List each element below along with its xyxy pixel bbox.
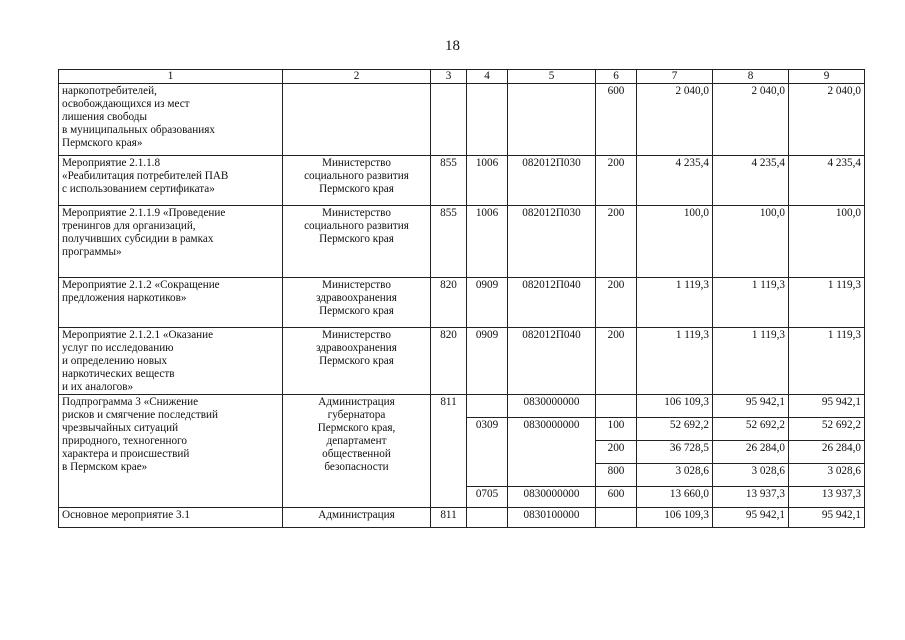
amount-col8: 100,0 — [713, 206, 789, 278]
amount-col9: 2 040,0 — [789, 84, 865, 156]
amount-col8: 13 937,3 — [713, 487, 789, 508]
header-cell: 2 — [283, 70, 431, 84]
grbs-code: 855 — [431, 156, 467, 206]
expense-type — [596, 395, 637, 418]
grbs-code: 811 — [431, 395, 467, 508]
expense-type: 200 — [596, 156, 637, 206]
expense-type: 200 — [596, 278, 637, 328]
amount-col9: 26 284,0 — [789, 441, 865, 464]
amount-col9: 13 937,3 — [789, 487, 865, 508]
header-cell: 1 — [59, 70, 283, 84]
section-code: 0309 — [467, 418, 508, 487]
expense-type: 200 — [596, 441, 637, 464]
amount-col8: 1 119,3 — [713, 278, 789, 328]
expense-type — [596, 508, 637, 528]
grbs-code: 820 — [431, 278, 467, 328]
amount-col9: 3 028,6 — [789, 464, 865, 487]
target-article: 082012П040 — [508, 328, 596, 395]
amount-col8: 2 040,0 — [713, 84, 789, 156]
amount-col9: 1 119,3 — [789, 278, 865, 328]
header-cell: 3 — [431, 70, 467, 84]
activity-name: Мероприятие 2.1.2 «Сокращение предложения наркотиков» — [59, 278, 283, 328]
responsible-org: Министерство социального развития Пермского края — [283, 156, 431, 206]
amount-col7: 4 235,4 — [637, 156, 713, 206]
table-row — [59, 508, 865, 528]
amount-col7: 106 109,3 — [637, 508, 713, 528]
grbs-code: 855 — [431, 206, 467, 278]
amount-col8: 4 235,4 — [713, 156, 789, 206]
activity-name: Основное мероприятие 3.1 — [59, 508, 283, 528]
table-row — [59, 328, 865, 395]
page-number: 18 — [445, 38, 460, 54]
expense-type: 600 — [596, 84, 637, 156]
grbs-code — [431, 84, 467, 156]
expense-type: 600 — [596, 487, 637, 508]
table-row — [59, 84, 865, 156]
grbs-code: 820 — [431, 328, 467, 395]
activity-name: Мероприятие 2.1.1.8 «Реабилитация потребителей ПАВ с использованием сертификата» — [59, 156, 283, 206]
table-row — [59, 278, 865, 328]
header-cell: 7 — [637, 70, 713, 84]
section-code: 0705 — [467, 487, 508, 508]
activity-name: Мероприятие 2.1.2.1 «Оказание услуг по исследованию и определению новых наркотических веществ и их аналогов» — [59, 328, 283, 395]
amount-col8: 95 942,1 — [713, 395, 789, 418]
amount-col8: 26 284,0 — [713, 441, 789, 464]
amount-col7: 106 109,3 — [637, 395, 713, 418]
table-row — [59, 156, 865, 206]
amount-col9: 100,0 — [789, 206, 865, 278]
table-row — [59, 395, 865, 418]
amount-col9: 4 235,4 — [789, 156, 865, 206]
amount-col9: 95 942,1 — [789, 508, 865, 528]
header-cell: 5 — [508, 70, 596, 84]
expense-type: 800 — [596, 464, 637, 487]
responsible-org — [283, 84, 431, 156]
amount-col7: 1 119,3 — [637, 328, 713, 395]
section-code: 0909 — [467, 328, 508, 395]
budget-table — [58, 69, 865, 528]
expense-type: 200 — [596, 206, 637, 278]
target-article: 0830000000 — [508, 418, 596, 487]
amount-col8: 3 028,6 — [713, 464, 789, 487]
header-cell: 9 — [789, 70, 865, 84]
amount-col7: 2 040,0 — [637, 84, 713, 156]
responsible-org: Администрация — [283, 508, 431, 528]
expense-type: 200 — [596, 328, 637, 395]
expense-type: 100 — [596, 418, 637, 441]
amount-col7: 1 119,3 — [637, 278, 713, 328]
activity-name: Мероприятие 2.1.1.9 «Проведение тренингов для организаций, получивших субсидии в рамках программы» — [59, 206, 283, 278]
subprogram-name: Подпрограмма 3 «Снижение рисков и смягчение последствий чрезвычайных ситуаций природного, техногенного характера и происшествий в Пермском крае» — [59, 395, 283, 508]
header-cell: 6 — [596, 70, 637, 84]
section-code — [467, 84, 508, 156]
section-code: 0909 — [467, 278, 508, 328]
amount-col8: 52 692,2 — [713, 418, 789, 441]
target-article: 0830000000 — [508, 395, 596, 418]
responsible-org: Министерство социального развития Пермского края — [283, 206, 431, 278]
target-article: 0830000000 — [508, 487, 596, 508]
activity-name: наркопотребителей, освобождающихся из мест лишения свободы в муниципальных образованиях Пермского края» — [59, 84, 283, 156]
grbs-code: 811 — [431, 508, 467, 528]
amount-col8: 1 119,3 — [713, 328, 789, 395]
amount-col7: 3 028,6 — [637, 464, 713, 487]
amount-col7: 36 728,5 — [637, 441, 713, 464]
responsible-org: Министерство здравоохранения Пермского края — [283, 278, 431, 328]
header-cell: 8 — [713, 70, 789, 84]
amount-col7: 13 660,0 — [637, 487, 713, 508]
section-code: 1006 — [467, 206, 508, 278]
responsible-org: Министерство здравоохранения Пермского края — [283, 328, 431, 395]
header-cell: 4 — [467, 70, 508, 84]
section-code — [467, 508, 508, 528]
target-article — [508, 84, 596, 156]
target-article: 0830100000 — [508, 508, 596, 528]
amount-col7: 52 692,2 — [637, 418, 713, 441]
amount-col9: 1 119,3 — [789, 328, 865, 395]
target-article: 082012П030 — [508, 206, 596, 278]
header-row — [59, 70, 865, 84]
target-article: 082012П040 — [508, 278, 596, 328]
section-code: 1006 — [467, 156, 508, 206]
amount-col9: 95 942,1 — [789, 395, 865, 418]
target-article: 082012П030 — [508, 156, 596, 206]
subprogram-responsible: Администрация губернатора Пермского края, департамент общественной безопасности — [283, 395, 431, 508]
section-code — [467, 395, 508, 418]
table-row — [59, 206, 865, 278]
amount-col7: 100,0 — [637, 206, 713, 278]
amount-col8: 95 942,1 — [713, 508, 789, 528]
amount-col9: 52 692,2 — [789, 418, 865, 441]
